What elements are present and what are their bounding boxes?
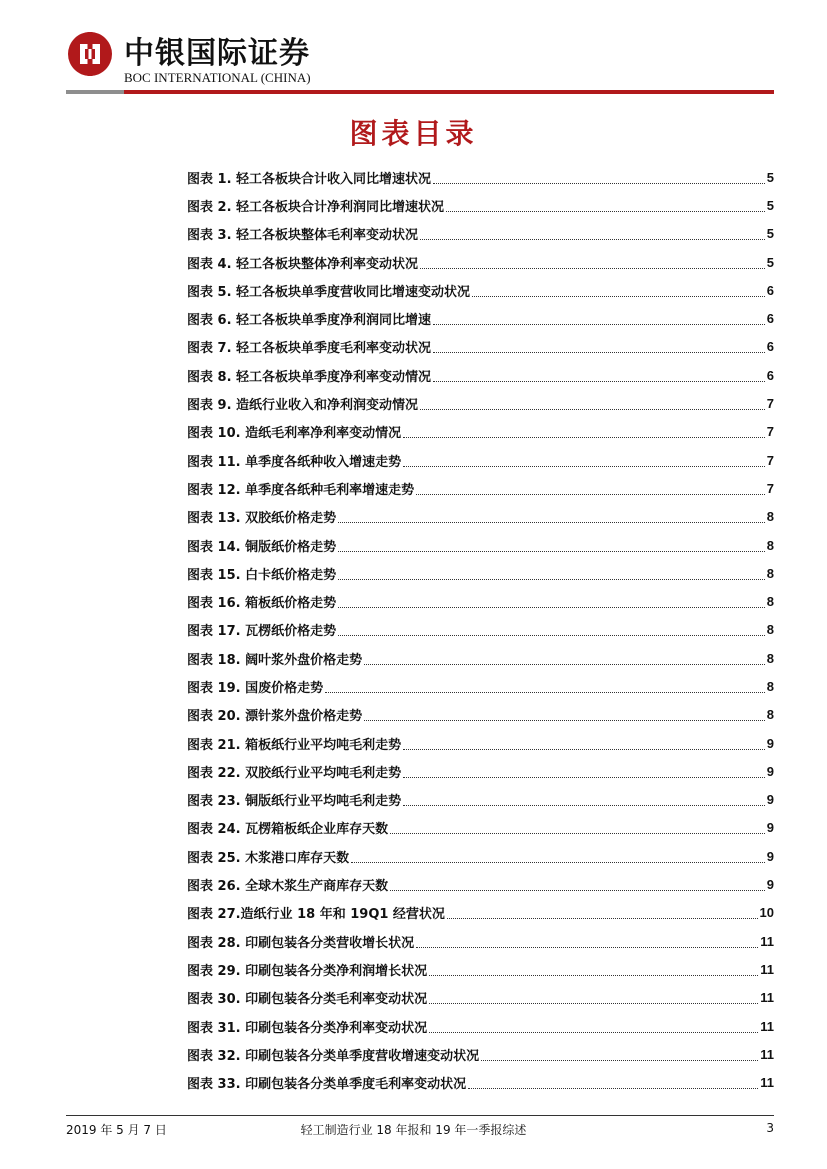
toc-leader-dots: [446, 197, 765, 212]
toc-entry-label: 图表 8. 轻工各板块单季度净利率变动情况: [187, 369, 432, 385]
toc-entry-page: 9: [766, 792, 774, 808]
toc-leader-dots: [390, 876, 765, 891]
toc-entry-label: 图表 3. 轻工各板块整体毛利率变动状况: [187, 228, 419, 244]
toc-entry[interactable]: [187, 899, 774, 927]
toc-entry-label: 图表 13. 双胶纸价格走势: [187, 511, 337, 527]
toc-list: [187, 163, 774, 1097]
toc-leader-dots: [338, 537, 765, 552]
toc-entry[interactable]: [187, 870, 774, 898]
toc-entry[interactable]: [187, 333, 774, 361]
toc-leader-dots: [472, 282, 765, 297]
toc-entry-label: 图表 14. 铜版纸价格走势: [187, 539, 337, 555]
toc-leader-dots: [338, 621, 765, 636]
toc-entry-label: 图表 1. 轻工各板块合计收入同比增速状况: [187, 171, 432, 187]
toc-leader-dots: [403, 735, 765, 750]
toc-entry[interactable]: [187, 248, 774, 276]
toc-leader-dots: [325, 678, 765, 693]
toc-entry-page: 11: [760, 961, 774, 977]
toc-entry-label: 图表 10. 造纸毛利率净利率变动情况: [187, 426, 402, 442]
toc-leader-dots: [420, 395, 765, 410]
footer-page-number: 3: [766, 1121, 774, 1135]
boc-logo-icon: [66, 30, 114, 78]
toc-leader-dots: [447, 904, 758, 919]
toc-leader-dots: [403, 452, 765, 467]
toc-leader-dots: [420, 225, 765, 240]
toc-leader-dots: [338, 565, 765, 580]
toc-entry-label: 图表 6. 轻工各板块单季度净利润同比增速: [187, 313, 432, 329]
toc-entry-label: 图表 28. 印刷包装各分类营收增长状况: [187, 935, 415, 951]
toc-leader-dots: [390, 819, 765, 834]
toc-entry-label: 图表 32. 印刷包装各分类单季度营收增速变动状况: [187, 1048, 480, 1064]
toc-leader-dots: [433, 338, 765, 353]
toc-entry[interactable]: [187, 1040, 774, 1068]
toc-entry-label: 图表 29. 印刷包装各分类净利润增长状况: [187, 963, 428, 979]
toc-entry-label: 图表 16. 箱板纸价格走势: [187, 596, 337, 612]
toc-leader-dots: [351, 848, 765, 863]
toc-leader-dots: [403, 763, 765, 778]
toc-entry-label: 图表 15. 白卡纸价格走势: [187, 567, 337, 583]
toc-entry-page: 11: [760, 1018, 774, 1034]
toc-entry[interactable]: [187, 786, 774, 814]
toc-entry-page: 6: [766, 311, 774, 327]
toc-entry[interactable]: [187, 1012, 774, 1040]
toc-entry[interactable]: [187, 220, 774, 248]
toc-entry[interactable]: [187, 304, 774, 332]
toc-entry[interactable]: [187, 389, 774, 417]
toc-entry-page: 7: [766, 480, 774, 496]
toc-leader-dots: [429, 961, 758, 976]
toc-entry-label: 图表 18. 阔叶浆外盘价格走势: [187, 652, 363, 668]
toc-leader-dots: [429, 1018, 758, 1033]
toc-entry-page: 8: [766, 678, 774, 694]
toc-entry-label: 图表 27.造纸行业 18 年和 19Q1 经营状况: [187, 907, 445, 923]
toc-entry[interactable]: [187, 503, 774, 531]
toc-entry-label: 图表 24. 瓦楞箱板纸企业库存天数: [187, 822, 389, 838]
brand-name-cn: 中银国际证券: [124, 36, 310, 71]
toc-leader-dots: [364, 650, 765, 665]
toc-entry[interactable]: [187, 587, 774, 615]
toc-entry[interactable]: [187, 163, 774, 191]
toc-entry-label: 图表 7. 轻工各板块单季度毛利率变动状况: [187, 341, 432, 357]
toc-entry[interactable]: [187, 276, 774, 304]
toc-entry-page: 11: [760, 1075, 774, 1091]
toc-entry-page: 8: [766, 707, 774, 723]
footer-rule: [66, 1115, 774, 1116]
toc-leader-dots: [433, 367, 765, 382]
toc-entry-page: 7: [766, 452, 774, 468]
toc-entry-page: 11: [760, 990, 774, 1006]
toc-entry-label: 图表 2. 轻工各板块合计净利润同比增速状况: [187, 199, 445, 215]
header-rule: [66, 90, 774, 94]
toc-leader-dots: [403, 791, 765, 806]
toc-entry[interactable]: [187, 446, 774, 474]
toc-entry-page: 9: [766, 763, 774, 779]
toc-entry-page: 6: [766, 282, 774, 298]
toc-entry-page: 5: [766, 169, 774, 185]
toc-entry[interactable]: [187, 474, 774, 502]
toc-entry[interactable]: [187, 814, 774, 842]
toc-entry[interactable]: [187, 984, 774, 1012]
header-rule-accent: [66, 90, 124, 94]
page-title: 图表目录: [349, 117, 478, 150]
toc-entry-page: 6: [766, 367, 774, 383]
toc-entry-page: 9: [766, 848, 774, 864]
toc-entry-page: 11: [760, 1046, 774, 1062]
toc-entry-page: 9: [766, 877, 774, 893]
toc-entry-page: 9: [766, 820, 774, 836]
toc-entry-page: 8: [766, 594, 774, 610]
toc-entry[interactable]: [187, 418, 774, 446]
toc-entry[interactable]: [187, 559, 774, 587]
toc-entry-label: 图表 21. 箱板纸行业平均吨毛利走势: [187, 737, 402, 753]
toc-entry[interactable]: [187, 531, 774, 559]
toc-entry-label: 图表 4. 轻工各板块整体净利率变动状况: [187, 256, 419, 272]
footer-title: 轻工制造行业 18 年报和 19 年一季报综述: [300, 1123, 527, 1137]
toc-leader-dots: [416, 480, 765, 495]
toc-entry-page: 8: [766, 509, 774, 525]
toc-entry-label: 图表 31. 印刷包装各分类净利率变动状况: [187, 1020, 428, 1036]
toc-entry-page: 7: [766, 396, 774, 412]
toc-entry-label: 图表 11. 单季度各纸种收入增速走势: [187, 454, 402, 470]
toc-leader-dots: [481, 1046, 758, 1061]
toc-entry[interactable]: [187, 927, 774, 955]
toc-entry-label: 图表 30. 印刷包装各分类毛利率变动状况: [187, 992, 428, 1008]
toc-leader-dots: [433, 169, 765, 184]
toc-leader-dots: [338, 508, 765, 523]
toc-entry-page: 8: [766, 622, 774, 638]
toc-entry-label: 图表 23. 铜版纸行业平均吨毛利走势: [187, 794, 402, 810]
toc-entry-page: 8: [766, 565, 774, 581]
toc-leader-dots: [420, 254, 765, 269]
toc-entry[interactable]: [187, 616, 774, 644]
toc-entry[interactable]: [187, 1069, 774, 1097]
toc-entry-page: 8: [766, 650, 774, 666]
toc-entry-page: 10: [759, 905, 774, 921]
footer-date: 2019 年 5 月 7 日: [66, 1123, 167, 1137]
toc-entry[interactable]: [187, 191, 774, 219]
toc-entry-page: 5: [766, 254, 774, 270]
toc-leader-dots: [364, 706, 765, 721]
toc-entry[interactable]: [187, 672, 774, 700]
toc-entry-page: 5: [766, 226, 774, 242]
toc-entry-page: 8: [766, 537, 774, 553]
toc-entry-label: 图表 9. 造纸行业收入和净利润变动情况: [187, 398, 419, 414]
toc-leader-dots: [338, 593, 765, 608]
brand-name-en: BOC INTERNATIONAL (CHINA): [124, 70, 311, 85]
toc-entry-label: 图表 22. 双胶纸行业平均吨毛利走势: [187, 765, 402, 781]
toc-leader-dots: [433, 310, 765, 325]
toc-leader-dots: [468, 1074, 758, 1089]
toc-entry[interactable]: [187, 361, 774, 389]
toc-entry-label: 图表 20. 漂针浆外盘价格走势: [187, 709, 363, 725]
toc-leader-dots: [429, 989, 758, 1004]
toc-leader-dots: [403, 423, 765, 438]
toc-entry-page: 11: [760, 933, 774, 949]
toc-entry[interactable]: [187, 644, 774, 672]
toc-entry-page: 7: [766, 424, 774, 440]
toc-entry[interactable]: [187, 701, 774, 729]
toc-leader-dots: [416, 933, 758, 948]
toc-entry-label: 图表 5. 轻工各板块单季度营收同比增速变动状况: [187, 284, 471, 300]
toc-entry[interactable]: [187, 955, 774, 983]
toc-entry-page: 5: [766, 197, 774, 213]
toc-entry-label: 图表 17. 瓦楞纸价格走势: [187, 624, 337, 640]
toc-entry-label: 图表 33. 印刷包装各分类单季度毛利率变动状况: [187, 1077, 467, 1093]
toc-entry[interactable]: [187, 729, 774, 757]
toc-entry-label: 图表 19. 国废价格走势: [187, 680, 324, 696]
toc-entry-label: 图表 12. 单季度各纸种毛利率增速走势: [187, 482, 415, 498]
toc-entry-page: 9: [766, 735, 774, 751]
toc-entry[interactable]: [187, 757, 774, 785]
toc-entry-page: 6: [766, 339, 774, 355]
toc-entry-label: 图表 25. 木浆港口库存天数: [187, 850, 350, 866]
toc-entry-label: 图表 26. 全球木浆生产商库存天数: [187, 879, 389, 895]
toc-entry[interactable]: [187, 842, 774, 870]
